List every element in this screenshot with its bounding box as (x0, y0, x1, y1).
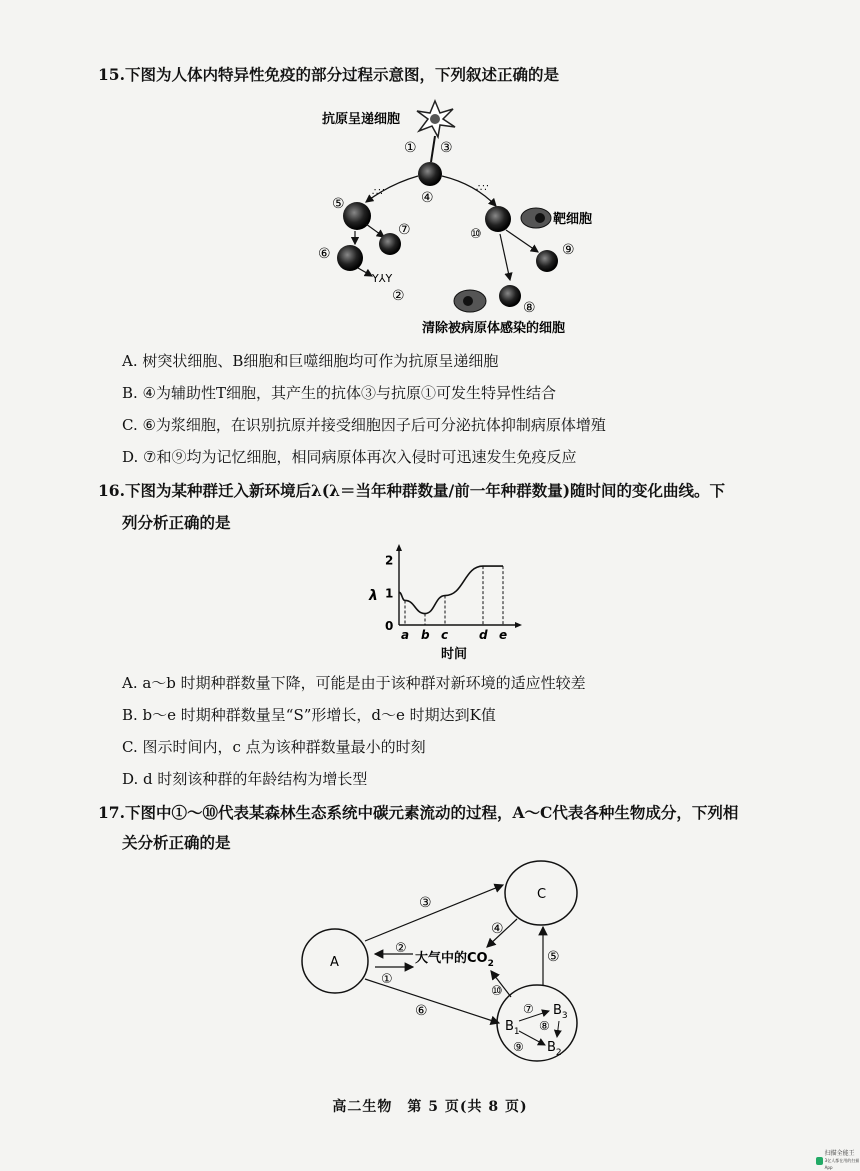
q15-option-d: D. ⑦和⑨均为记忆细胞，相同病原体再次入侵时可迅速发生免疫反应 (122, 448, 577, 466)
label-n8: ⑧ (539, 1019, 550, 1033)
target-label: 靶细胞 (553, 212, 593, 227)
q16-stem-line2: 列分析正确的是 (122, 513, 231, 532)
immune-diagram (300, 96, 600, 342)
cell-b (343, 202, 371, 230)
label-n6: ⑥ (318, 246, 331, 262)
label-n10: ⑩ (491, 984, 503, 999)
label-n9: ⑨ (562, 242, 575, 258)
cell-8 (499, 285, 521, 307)
q15-option-a: A. 树突状细胞、B细胞和巨噬细胞均可作为抗原呈递细胞 (122, 352, 499, 370)
chart-xlabel: 时间 (441, 647, 468, 662)
y-tick-1: 1 (385, 586, 394, 601)
label-n4: ④ (421, 190, 434, 206)
q15-stem: 15.下图为人体内特异性免疫的部分过程示意图，下列叙述正确的是 (98, 65, 559, 84)
x-tick-b: b (421, 628, 430, 642)
x-tick-e: e (499, 628, 508, 642)
x-tick-a: a (401, 628, 410, 642)
q16-option-d: D. d 时刻该种群的年龄结构为增长型 (122, 770, 368, 788)
apc-label: 抗原呈递细胞 (322, 112, 401, 127)
label-n5: ⑤ (332, 196, 345, 212)
q17-stem-line2: 关分析正确的是 (122, 833, 231, 852)
q15-option-b: B. ④为辅助性T细胞，其产生的抗体③与抗原①可发生特异性结合 (122, 384, 557, 402)
node-a-label: A (330, 955, 339, 970)
lambda-curve (399, 566, 503, 613)
chart-ylabel: λ (369, 588, 378, 604)
label-n1: ① (404, 140, 417, 156)
clear-label: 清除被病原体感染的细胞 (422, 321, 566, 336)
label-n5: ⑤ (547, 949, 560, 965)
q16-option-c: C. 图示时间内，c 点为该种群数量最小的时刻 (122, 738, 426, 756)
q16-stem-line1: 16.下图为某种群迁入新环境后λ(λ＝当年种群数量/前一年种群数量)随时间的变化曲线。下 (98, 481, 726, 500)
label-n6: ⑥ (415, 1003, 428, 1019)
lambda-chart (355, 540, 545, 665)
x-axis-arrow (515, 622, 522, 628)
b1-label: $B_1$ (505, 1019, 520, 1037)
y-tick-2: 2 (385, 553, 394, 568)
label-n2: ② (392, 288, 405, 304)
label-n9: ⑨ (513, 1040, 524, 1054)
label-n7: ⑦ (398, 222, 411, 238)
cytokine-dots-right: ∴∵ (476, 183, 489, 194)
watermark-line1: 扫描全能王 (824, 1150, 855, 1157)
label-n10: ⑩ (470, 227, 482, 242)
scanner-logo-icon (816, 1157, 823, 1165)
cell-6 (337, 245, 363, 271)
q17-stem-line1: 17.下图中①～⑩代表某森林生态系统中碳元素流动的过程，A～C代表各种生物成分，下列相 (98, 803, 739, 822)
cell-10 (485, 206, 511, 232)
cytokine-dots-left: ∴∵ (372, 187, 385, 198)
q15-option-c: C. ⑥为浆细胞，在识别抗原并接受细胞因子后可分泌抗体抑制病原体增殖 (122, 416, 606, 434)
label-n4: ④ (491, 921, 504, 937)
label-n3: ③ (440, 140, 453, 156)
y-tick-0: 0 (385, 619, 394, 633)
y-axis-arrow (396, 544, 402, 551)
q16-option-b: B. b～e 时期种群数量呈“S”形增长，d～e 时期达到K值 (122, 706, 496, 724)
q16-option-a: A. a～b 时期种群数量下降，可能是由于该种群对新环境的适应性较差 (122, 674, 586, 692)
cell-4 (418, 162, 442, 186)
watermark-line2: 3亿人都在用的扫描App (824, 1158, 860, 1170)
label-n2: ② (395, 941, 407, 956)
b2-label: $B_2$ (547, 1040, 562, 1058)
node-c-label: C (537, 887, 547, 902)
antibodies: Y⅄Y (372, 272, 393, 285)
x-tick-c: c (441, 628, 449, 642)
b3-label: $B_3$ (553, 1003, 568, 1021)
label-n1: ① (381, 972, 393, 987)
watermark (816, 1150, 860, 1171)
cell-9 (536, 250, 558, 272)
apc-cell (417, 101, 455, 137)
label-n7: ⑦ (523, 1002, 534, 1016)
label-n8: ⑧ (523, 300, 536, 316)
carbon-cycle-diagram (295, 855, 595, 1075)
x-tick-d: d (479, 628, 488, 642)
label-n3: ③ (419, 895, 432, 911)
page-footer: 高二生物 第 5 页(共 8 页) (332, 1099, 528, 1115)
co2-label: 大气中的$CO_2$ (415, 951, 494, 969)
